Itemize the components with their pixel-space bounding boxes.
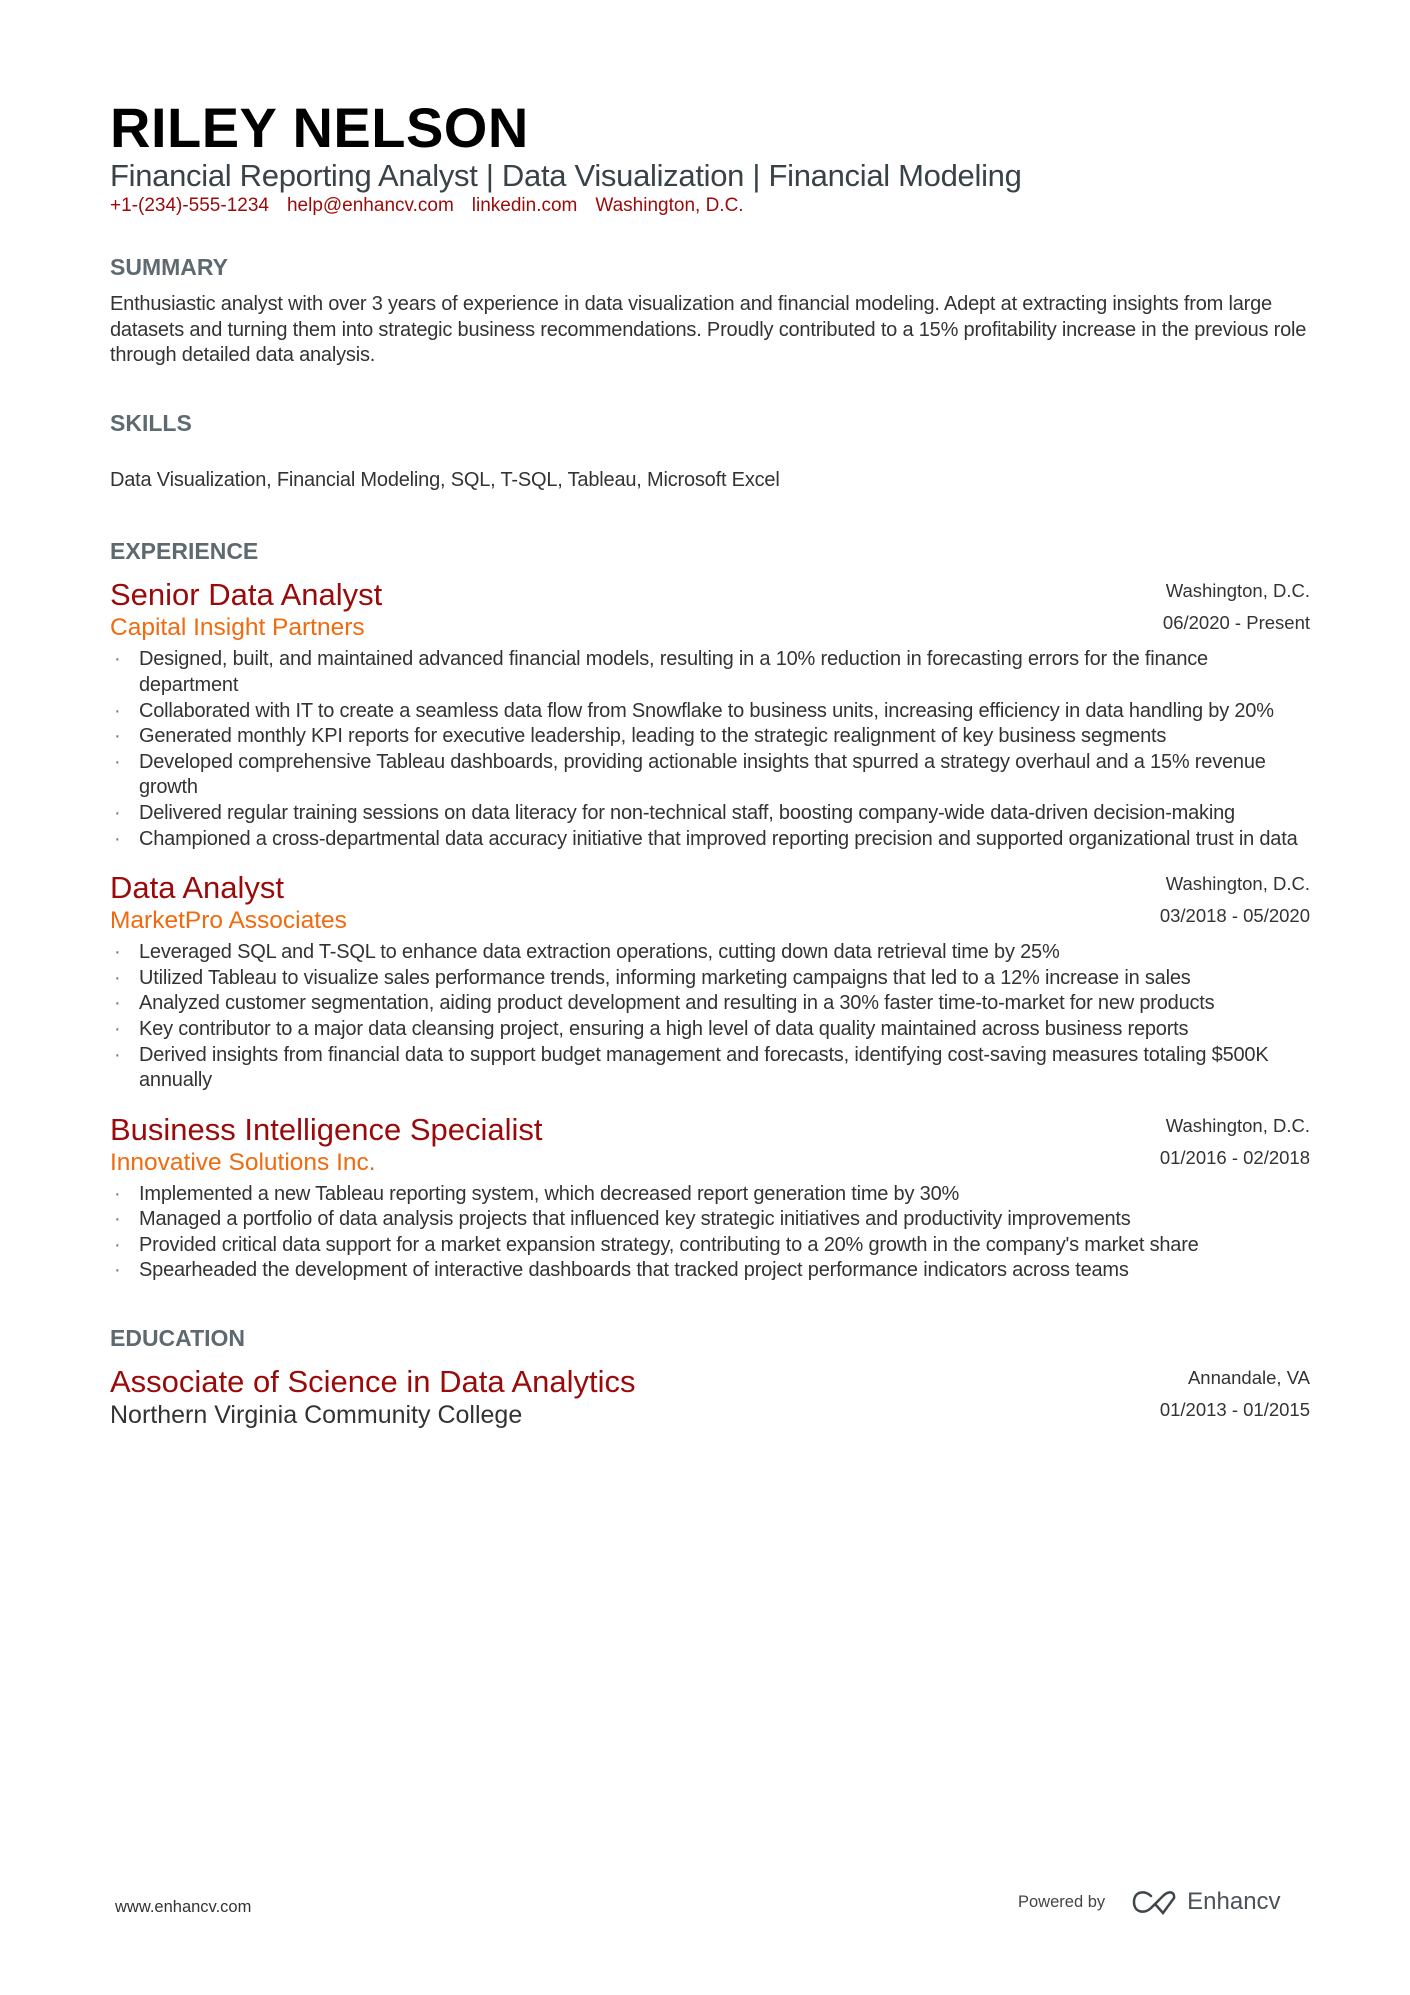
company-name: MarketPro Associates (110, 907, 347, 935)
experience-section (110, 537, 1310, 1284)
section-heading: SUMMARY (110, 254, 228, 280)
brand-name: Enhancv (1187, 1888, 1281, 1915)
job-bullets (110, 940, 1310, 1094)
education-dates: 01/2013 - 01/2015 (1159, 1399, 1310, 1421)
job-entry (110, 1112, 1310, 1284)
job-dates: 01/2016 - 02/2018 (1159, 1146, 1310, 1168)
job-entry (110, 577, 1310, 852)
website-link[interactable]: www.enhancv.com (115, 1898, 252, 1916)
company-name: Capital Insight Partners (110, 614, 365, 642)
contact-info (110, 194, 1310, 218)
bullet-item: · Delivered regular training sessions on data literacy for non-technical staff, boosting company-wide data-driven decision-making (110, 801, 1310, 827)
job-dates: 06/2020 - Present (1162, 612, 1310, 634)
bullet-item: · Spearheaded the development of interactive dashboards that tracked project performance indicators across teams (110, 1258, 1310, 1284)
bullet-item: · Managed a portfolio of data analysis projects that influenced key strategic initiatives and productivity improvements (110, 1207, 1310, 1233)
summary-section (110, 253, 1310, 369)
job-entry (110, 870, 1310, 1094)
job-title: Business Intelligence Specialist (110, 1111, 543, 1147)
company-name: Innovative Solutions Inc. (110, 1148, 376, 1176)
section-heading: EXPERIENCE (110, 538, 259, 565)
phone-link[interactable]: +1-(234)-555-1234 (110, 195, 269, 216)
job-title: Senior Data Analyst (110, 577, 383, 613)
job-location: Washington, D.C. (1165, 580, 1310, 602)
bullet-item: · Developed comprehensive Tableau dashboards, providing actionable insights that spurred a strategy overhaul and a 15% revenue growth (110, 750, 1310, 801)
education-entry (110, 1364, 1310, 1430)
section-heading: SKILLS (110, 409, 192, 436)
bullet-item: · Provided critical data support for a market expansion strategy, contributing to a 20% growth in the company's market share (110, 1233, 1310, 1259)
candidate-name: RILEY NELSON (110, 96, 529, 159)
education-location: Annandale, VA (1187, 1367, 1310, 1389)
job-location: Washington, D.C. (1165, 873, 1310, 895)
email-link[interactable]: help@enhancv.com (286, 195, 454, 216)
bullet-item: · Utilized Tableau to visualize sales performance trends, informing marketing campaigns that led to a 12% increase in sales (110, 966, 1310, 992)
bullet-item: · Analyzed customer segmentation, aiding product development and resulting in a 30% faster time-to-market for new products (110, 991, 1310, 1017)
job-bullets (110, 1182, 1310, 1284)
bullet-item: · Derived insights from financial data to support budget management and forecasts, identifying cost-saving measures totaling $500K annually (110, 1043, 1310, 1094)
bullet-item: · Designed, built, and maintained advanced financial models, resulting in a 10% reduction in forecasting errors for the finance department (110, 647, 1310, 698)
linkedin-link[interactable]: linkedin.com (471, 195, 578, 216)
bullet-item: · Leveraged SQL and T-SQL to enhance data extraction operations, cutting down data retrieval time by 25% (110, 940, 1310, 966)
section-heading: EDUCATION (110, 1325, 246, 1352)
school-name: Northern Virginia Community College (110, 1401, 523, 1430)
skills-text: Data Visualization, Financial Modeling, SQL, T-SQL, Tableau, Microsoft Excel (110, 468, 780, 491)
degree: Associate of Science in Data Analytics (110, 1364, 636, 1400)
location: Washington, D.C. (595, 195, 744, 216)
headline: Financial Reporting Analyst | Data Visualization | Financial Modeling (110, 158, 1022, 193)
powered-by-label: Powered by (1018, 1892, 1106, 1911)
header (110, 98, 1310, 218)
enhancv-logo-icon (1131, 1888, 1179, 1916)
job-location: Washington, D.C. (1165, 1114, 1310, 1136)
bullet-item: · Implemented a new Tableau reporting system, which decreased report generation time by 30% (110, 1182, 1310, 1208)
bullet-item: · Key contributor to a major data cleansing project, ensuring a high level of data quality maintained across business reports (110, 1017, 1310, 1043)
education-section (110, 1324, 1310, 1430)
summary-text: Enthusiastic analyst with over 3 years of experience in data visualization and financial modeling. Adept at extracting insights from large datasets and turning them into strategic business recommendations. Proudly contributed to a 15% profitability increase in the previous role through detailed data analysis. (110, 293, 1307, 367)
bullet-item: · Generated monthly KPI reports for executive leadership, leading to the strategic realignment of key business segments (110, 724, 1310, 750)
bullet-item: · Championed a cross-departmental data accuracy initiative that improved reporting precision and supported organizational trust in data (110, 827, 1310, 853)
bullet-item: · Collaborated with IT to create a seamless data flow from Snowflake to business units, increasing efficiency in data handling by 20% (110, 699, 1310, 725)
powered-by (1018, 1888, 1281, 1916)
job-bullets (110, 647, 1310, 852)
job-title: Data Analyst (110, 870, 285, 906)
skills-section (110, 409, 1310, 494)
job-dates: 03/2018 - 05/2020 (1159, 905, 1310, 927)
